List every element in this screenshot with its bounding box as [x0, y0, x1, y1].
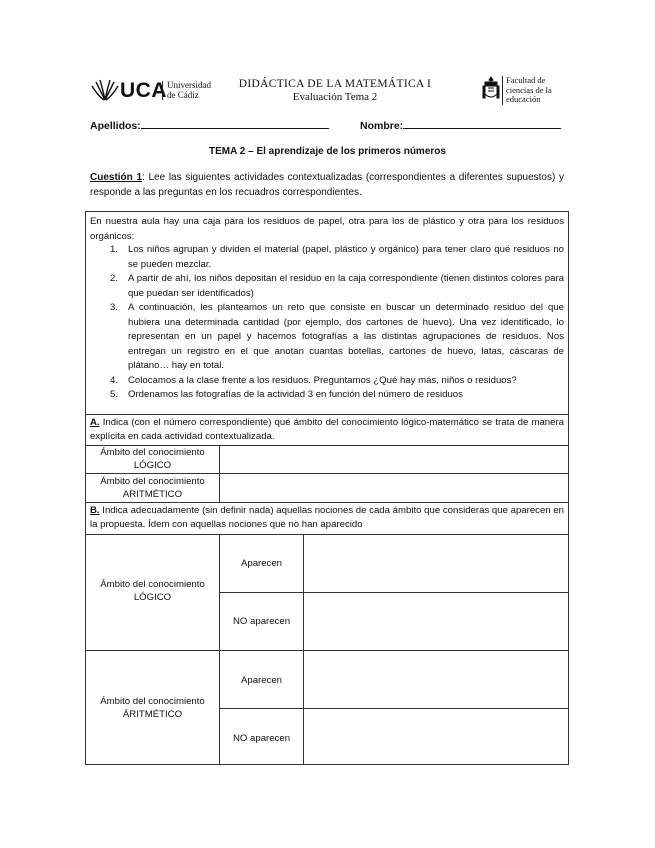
activity-list — [110, 243, 564, 403]
uca-wordmark: UCA — [120, 79, 167, 102]
section-a-logic-answer[interactable] — [220, 446, 568, 473]
name-label: Nombre: — [360, 120, 404, 132]
name-field[interactable] — [360, 118, 561, 132]
divider-section-a — [85, 414, 569, 415]
section-b-arith-appear-label: Aparecen — [240, 675, 283, 686]
section-a-arith-label: Ámbito del conocimiento ARITMÉTICO — [100, 476, 205, 500]
surname-line[interactable] — [141, 118, 329, 129]
section-b-arith-appear-answer[interactable] — [304, 651, 568, 708]
question-text: : Lee las siguientes actividades contextualizadas (correspondientes a diferentes supuestos) y responde a las preguntas en los recuadros correspondientes. — [90, 172, 564, 198]
document-title-block — [200, 78, 470, 103]
document-subtitle: Evaluación Tema 2 — [292, 91, 378, 103]
faculty-seal-icon — [482, 76, 500, 102]
activity-item: 5. Ordenamos las fotografías de la actividad 3 en función del número de residuos — [110, 389, 463, 400]
faculty-line-3: educación — [506, 94, 541, 104]
surname-label: Apellidos: — [90, 120, 141, 132]
surname-field[interactable] — [90, 118, 329, 132]
activity-intro: En nuestra aula hay una caja para los residuos de papel, otra para los de plástico y otra para los residuos orgánicos: — [90, 216, 564, 242]
university-line-1: Universidad — [167, 80, 211, 90]
activity-item: 1. Los niños agrupan y dividen el material (papel, plástico y orgánico) para tener claro qué residuos no se pueden mezclar. — [110, 244, 564, 270]
section-b-statement — [90, 504, 564, 532]
faculty-line-1: Facultad de — [506, 75, 546, 85]
question-label: Cuestión 1 — [90, 172, 143, 183]
section-a-text: Indica (con el número correspondiente) qué ámbito del conocimiento lógico-matemático se trata de manera explícita en cada actividad contextualizada. — [90, 417, 564, 442]
faculty-name — [502, 76, 552, 105]
topic-title: TEMA 2 – El aprendizaje de los primeros números — [209, 146, 446, 157]
university-line-2: de Cádiz — [167, 89, 199, 100]
section-b-logic-appear-label: Aparecen — [240, 558, 283, 569]
faculty-line-2: ciencias de la — [506, 84, 552, 95]
section-b-logic-not-appear-label: NO aparecen — [232, 616, 291, 627]
name-line[interactable] — [403, 118, 561, 129]
section-b-arith-not-appear-answer[interactable] — [304, 709, 568, 764]
divider-section-b — [85, 502, 569, 503]
section-a-arith-answer[interactable] — [220, 474, 568, 502]
activity-item: 2. A partir de ahí, los niños depositan el residuo en la caja correspondiente (tienen distintos colores para que puedan ser identificados) — [110, 273, 564, 299]
section-b-logic-not-appear-answer[interactable] — [304, 593, 568, 650]
uca-logo-icon — [90, 76, 120, 106]
section-a-label: A. — [90, 417, 100, 428]
section-b-arith-not-appear-label: NO aparecen — [232, 733, 291, 744]
section-b-logic-appear-answer[interactable] — [304, 535, 568, 592]
section-b-text: Indica adecuadamente (sin definir nada) aquellas nociones de cada ámbito que consideras que aparecen en la propuesta. Ídem con aquellas nociones que no han aparecido — [90, 505, 564, 530]
section-a-logic-label: Ámbito del conocimiento LÓGICO — [100, 447, 205, 471]
question-statement — [90, 170, 564, 200]
document-title: DIDÁCTICA DE LA MATEMÁTICA I — [238, 78, 432, 90]
section-b-arith-label: Ámbito del conocimiento ÁRITMÉTICO — [100, 696, 205, 720]
section-a-statement — [90, 416, 564, 444]
activity-item: 4. Colocamos a la clase frente a los residuos. Preguntamos ¿Qué hay más, niños o residuos? — [110, 374, 517, 386]
section-b-logic-label: Ámbito del conocimiento LÓGICO — [100, 579, 205, 603]
activity-item: 3. A continuación, les planteamos un reto que consiste en buscar un determinado residuo del que hubiera una determinada cantidad (por ejemplo, dos cartones de huevo). Una vez identificado, lo representan en un papel y hacemos fotografías a las distintas agrupaciones de residuos. Nos entregan un registro en el que anotan cuantas botellas, cartones de huevo, latas, cáscaras de plátano… hay en total. — [110, 302, 564, 371]
section-b-label: B. — [90, 505, 100, 516]
